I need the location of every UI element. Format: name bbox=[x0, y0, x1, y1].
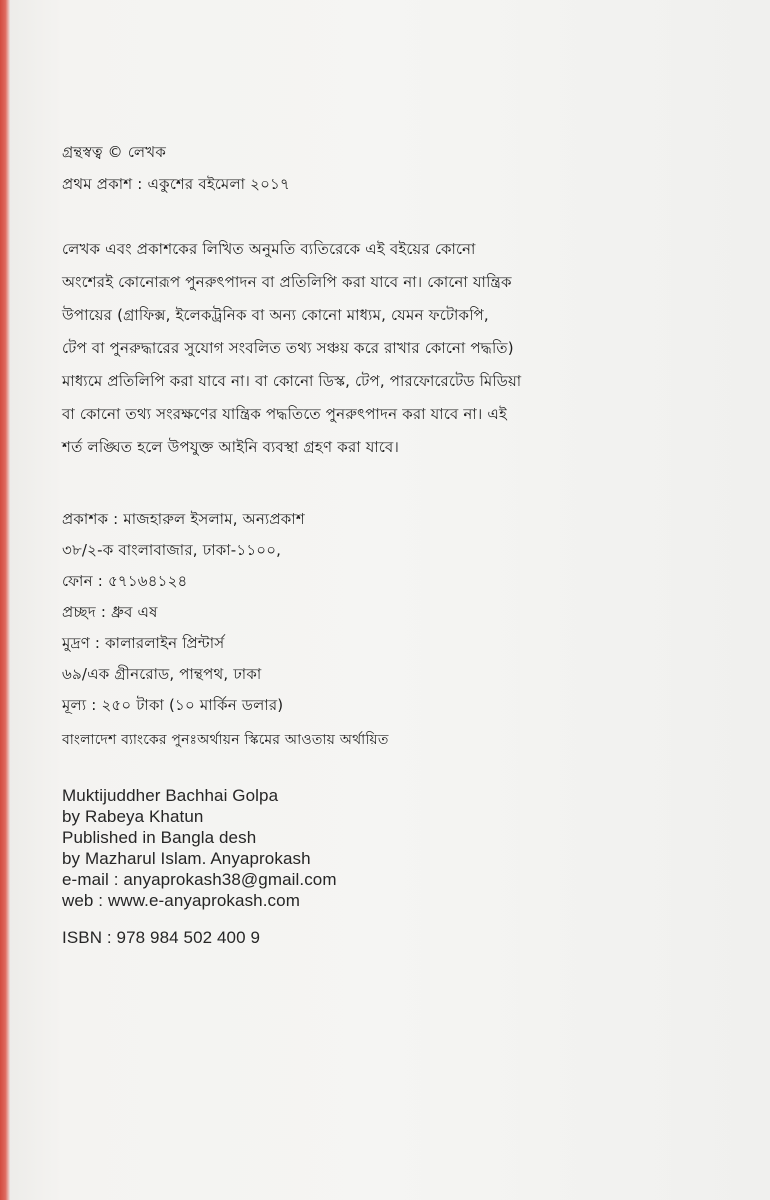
red-cover-edge bbox=[0, 0, 10, 1200]
email-address: e-mail : anyaprokash38@gmail.com bbox=[62, 870, 337, 889]
rights-notice-line: শর্ত লঙ্ঘিত হলে উপযুক্ত আইনি ব্যবস্থা গ্রহণ করা যাবে। bbox=[62, 438, 400, 456]
funding-note: বাংলাদেশ ব্যাংকের পুনঃঅর্থায়ন স্কিমের আওতায় অর্থায়িত bbox=[62, 732, 389, 748]
author-english: by Rabeya Khatun bbox=[62, 807, 204, 826]
rights-notice bbox=[62, 242, 712, 455]
printer-address: ৬৯/এক গ্রীনরোড, পান্থপথ, ঢাকা bbox=[62, 665, 262, 683]
isbn-number: ISBN : 978 984 502 400 9 bbox=[62, 928, 261, 947]
published-country: Published in Bangla desh bbox=[62, 828, 257, 847]
rights-notice-line: টেপ বা পুনরুদ্ধারের সুযোগ সংবলিত তথ্য সঞ্চয় করে রাখার কোনো পদ্ধতি) bbox=[62, 339, 514, 357]
book-price: মূল্য : ২৫০ টাকা (১০ মার্কিন ডলার) bbox=[62, 696, 284, 714]
website-address: web : www.e-anyaprokash.com bbox=[62, 891, 300, 910]
copyright-line: গ্রন্থস্বত্ব © লেখক bbox=[62, 143, 167, 161]
imprint-content bbox=[62, 145, 712, 946]
rights-notice-line: উপায়ের (গ্রাফিক্স, ইলেকট্রনিক বা অন্য কোনো মাধ্যম, যেমন ফটোকপি, bbox=[62, 306, 489, 324]
rights-notice-line: অংশেরই কোনোরূপ পুনরুৎপাদন বা প্রতিলিপি করা যাবে না। কোনো যান্ত্রিক bbox=[62, 273, 512, 291]
rights-notice-line: বা কোনো তথ্য সংরক্ষণের যান্ত্রিক পদ্ধতিতে পুনরুৎপাদন করা যাবে না। এই bbox=[62, 405, 508, 423]
printer-name: মুদ্রণ : কালারলাইন প্রিন্টার্স bbox=[62, 634, 225, 652]
english-imprint bbox=[62, 787, 712, 909]
first-publication-line: প্রথম প্রকাশ : একুশের বইমেলা ২০১৭ bbox=[62, 175, 290, 193]
publisher-info bbox=[62, 512, 712, 747]
book-title-english: Muktijuddher Bachhai Golpa bbox=[62, 786, 279, 805]
publisher-name: প্রকাশক : মাজহারুল ইসলাম, অন্যপ্রকাশ bbox=[62, 510, 305, 528]
publisher-english: by Mazharul Islam. Anyaprokash bbox=[62, 849, 311, 868]
rights-notice-line: মাধ্যমে প্রতিলিপি করা যাবে না। বা কোনো ডিস্ক, টেপ, পারফোরেটেড মিডিয়া bbox=[62, 372, 522, 390]
publisher-address: ৩৮/২-ক বাংলাবাজার, ঢাকা-১১০০, bbox=[62, 541, 282, 559]
rights-notice-line: লেখক এবং প্রকাশকের লিখিত অনুমতি ব্যতিরেকে এই বইয়ের কোনো bbox=[62, 240, 476, 258]
cover-designer: প্রচ্ছদ : ধ্রুব এষ bbox=[62, 603, 158, 621]
publisher-phone: ফোন : ৫৭১৬৪১২৪ bbox=[62, 572, 188, 590]
